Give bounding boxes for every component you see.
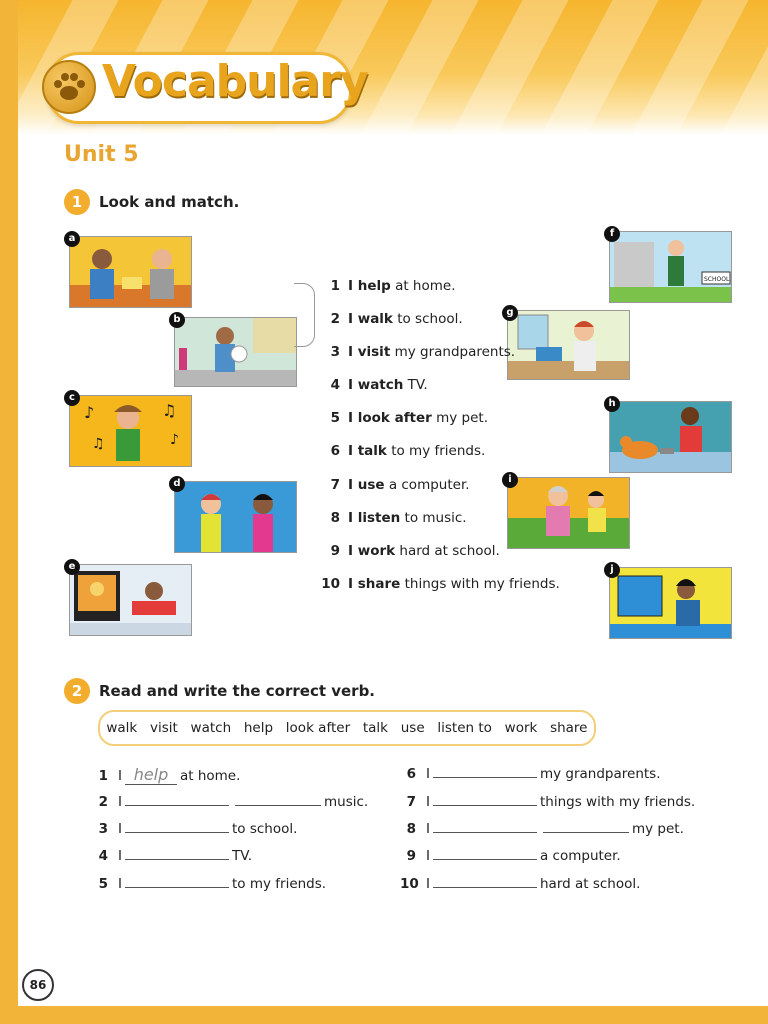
svg-text:♫: ♫ xyxy=(162,401,177,420)
word-bank xyxy=(98,710,596,746)
match-sentence: 5 I look after my pet. xyxy=(330,410,489,426)
unit-heading: Unit 5 xyxy=(64,142,139,167)
picture-label-f: f xyxy=(604,226,620,242)
answer-blank[interactable] xyxy=(433,847,537,860)
paw-icon xyxy=(42,60,96,114)
picture-label-c: c xyxy=(64,390,80,406)
match-sentence: 4 I watch TV. xyxy=(330,377,428,393)
picture-label-b: b xyxy=(169,312,185,328)
fill-item: 10 I hard at school. xyxy=(400,876,641,892)
picture-label-d: d xyxy=(169,476,185,492)
fill-item: 2 I music. xyxy=(98,794,369,810)
picture-label-e: e xyxy=(64,559,80,575)
picture-label-i: i xyxy=(502,472,518,488)
word-bank-item: watch xyxy=(190,720,232,736)
fill-item: 3 I to school. xyxy=(98,821,298,837)
picture-i[interactable] xyxy=(507,477,630,549)
match-sentence: 6 I talk to my friends. xyxy=(330,443,486,459)
fill-item: 6 I my grandparents. xyxy=(406,766,661,782)
workbook-page xyxy=(18,0,768,1006)
fill-item: 9 I a computer. xyxy=(406,848,621,864)
page-number: 86 xyxy=(22,969,54,1001)
fill-item: 7 I things with my friends. xyxy=(406,794,696,810)
word-bank-item: use xyxy=(400,720,425,736)
svg-text:♪: ♪ xyxy=(84,403,95,422)
match-sentence: 8 I listen to music. xyxy=(330,510,467,526)
fill-item: 1 I help at home. xyxy=(98,765,241,784)
answer-blank[interactable] xyxy=(125,820,229,833)
word-bank-item: look after xyxy=(285,720,351,736)
match-sentence: 1 I help at home. xyxy=(330,278,456,294)
word-bank-item: talk xyxy=(362,720,388,736)
word-bank-item: share xyxy=(550,720,588,736)
school-sign-text: SCHOOL xyxy=(704,276,730,283)
picture-f[interactable] xyxy=(609,231,732,303)
fill-item: 4 I TV. xyxy=(98,848,253,864)
match-sentence: 2 I walk to school. xyxy=(330,311,463,327)
picture-c[interactable] xyxy=(69,395,192,467)
picture-e[interactable] xyxy=(69,564,192,636)
picture-label-a: a xyxy=(64,231,80,247)
picture-h[interactable] xyxy=(609,401,732,473)
word-bank-item: visit xyxy=(149,720,178,736)
answer-blank[interactable] xyxy=(125,847,229,860)
match-sentence: 9 I work hard at school. xyxy=(330,543,500,559)
exercise-1-badge: 1 xyxy=(64,189,90,215)
exercise-1-instruction: Look and match. xyxy=(99,193,240,211)
answer-blank[interactable] xyxy=(433,875,537,888)
exercise-2-badge: 2 xyxy=(64,678,90,704)
fill-item: 8 I my pet. xyxy=(406,821,684,837)
answer-blank[interactable] xyxy=(125,875,229,888)
svg-text:♫: ♫ xyxy=(92,436,105,452)
svg-text:♪: ♪ xyxy=(170,432,179,448)
exercise-2-instruction: Read and write the correct verb. xyxy=(99,682,376,700)
picture-label-j: j xyxy=(604,562,620,578)
picture-a[interactable] xyxy=(69,236,192,308)
word-bank-item: walk xyxy=(106,720,138,736)
picture-d[interactable] xyxy=(174,481,297,553)
match-sentence: 3 I visit my grandparents. xyxy=(330,344,516,360)
example-match-line xyxy=(294,283,315,347)
fill-item: 5 I to my friends. xyxy=(98,876,327,892)
word-bank-item: help xyxy=(243,720,274,736)
picture-label-g: g xyxy=(502,305,518,321)
answer-blank[interactable] xyxy=(125,793,229,806)
picture-j[interactable] xyxy=(609,567,732,639)
answer-blank[interactable] xyxy=(433,793,537,806)
answer-blank[interactable] xyxy=(235,793,321,806)
answer-blank[interactable] xyxy=(433,765,537,778)
picture-label-h: h xyxy=(604,396,620,412)
example-answer: help xyxy=(125,765,177,785)
picture-g[interactable] xyxy=(507,310,630,380)
word-bank-item: work xyxy=(504,720,538,736)
answer-blank[interactable] xyxy=(433,820,537,833)
answer-blank[interactable] xyxy=(543,820,629,833)
word-bank-item: listen to xyxy=(437,720,492,736)
match-sentence: 10 I share things with my friends. xyxy=(321,576,560,592)
match-sentence: 7 I use a computer. xyxy=(330,477,470,493)
page-title: Vocabulary xyxy=(102,56,368,107)
picture-b[interactable] xyxy=(174,317,297,387)
